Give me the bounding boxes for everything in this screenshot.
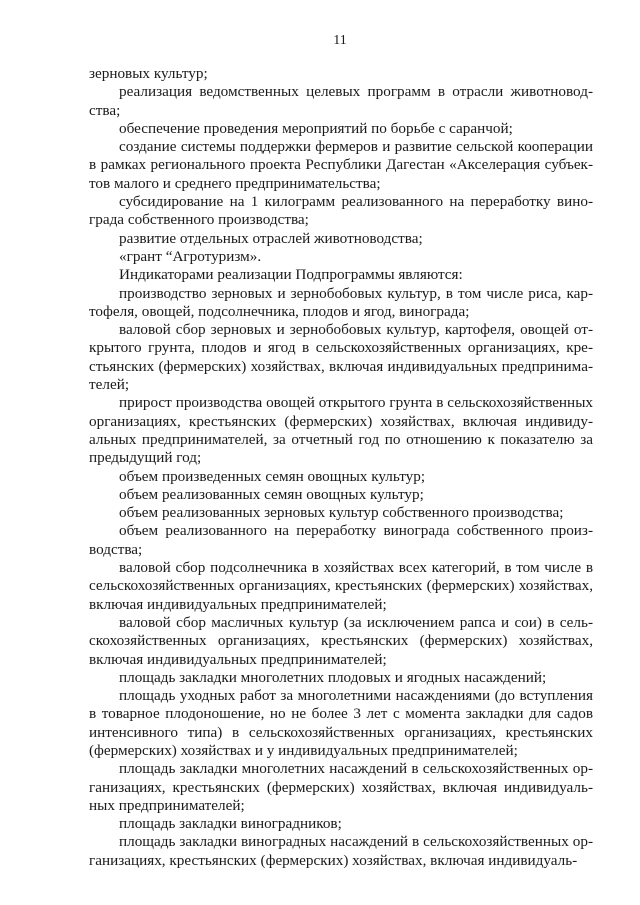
paragraph: площадь уходных работ за многолетними насаждениями (до вступления в товарное плодоношение, но не более 3 лет с момента закладки для садов интенсивного типа) в сельскохозяйственных организациях, крестьянских (фермерских) хозяйствах и у индивидуальных предпринимателей;	[89, 687, 593, 759]
paragraph: развитие отдельных отраслей животноводства;	[119, 229, 423, 247]
paragraph: реализация ведомственных целевых программ в отрасли животноводства;	[89, 83, 593, 119]
page-number: 11	[333, 33, 347, 48]
paragraph: объем реализованных семян овощных культур;	[119, 485, 424, 503]
paragraph: площадь закладки многолетних плодовых и ягодных насаждений;	[119, 668, 547, 686]
paragraph: производство зерновых и зернобобовых культур, в том числе риса, картофеля, овощей, подсолнечника, плодов и ягод, винограда;	[89, 284, 593, 320]
paragraph: создание системы поддержки фермеров и развитие сельской кооперации в рамках регионального проекта Республики Дагестан «Акселерация субъектов малого и среднего предпринимательства;	[89, 138, 593, 192]
paragraph: валовой сбор подсолнечника в хозяйствах всех категорий, в том числе в сельскохозяйственных организациях, крестьянских (фермерских) хозяйствах, включая индивидуальных предпринимателей;	[89, 559, 593, 613]
paragraph: «грант “Агротуризм».	[119, 247, 262, 265]
paragraph: валовой сбор масличных культур (за исключением рапса и сои) в сельскохозяйственных организациях, крестьянских (фермерских) хозяйствах, включая индивидуальных предпринимателей;	[89, 613, 593, 668]
paragraph: Индикаторами реализации Подпрограммы являются:	[119, 266, 463, 284]
paragraph: прирост производства овощей открытого грунта в сельскохозяйственных организациях, крестьянских (фермерских) хозяйствах, включая индивидуальных предпринимателей, за отчетный год по отношению к показателю за предыдущий год;	[89, 394, 593, 467]
paragraph: объем реализованного на переработку винограда собственного производства;	[89, 522, 593, 558]
paragraph: обеспечение проведения мероприятий по борьбе с саранчой;	[119, 119, 513, 137]
paragraph: зерновых культур;	[89, 65, 208, 82]
paragraph: объем реализованных зерновых культур собственного производства;	[119, 504, 564, 522]
paragraph: площадь закладки многолетних насаждений в сельскохозяйственных организациях, крестьянских (фермерских) хозяйствах, включая индивидуальных предпринимателей;	[89, 760, 593, 814]
paragraph: объем произведенных семян овощных культур;	[119, 467, 426, 485]
paragraph: валовой сбор зерновых и зернобобовых культур, картофеля, овощей открытого грунта, плодов и ягод в сельскохозяйственных организациях, крестьянских (фермерских) хозяйствах, включая индивидуальных предпринимателей;	[89, 321, 593, 394]
paragraph: площадь закладки виноградных насаждений в сельскохозяйственных организациях, крестьянских (фермерских) хозяйствах, включая индивидуаль-	[89, 833, 593, 869]
paragraph: субсидирование на 1 килограмм реализованного на переработку винограда собственного производства;	[89, 193, 593, 229]
document-body	[89, 65, 593, 870]
paragraph: площадь закладки виноградников;	[119, 815, 342, 833]
